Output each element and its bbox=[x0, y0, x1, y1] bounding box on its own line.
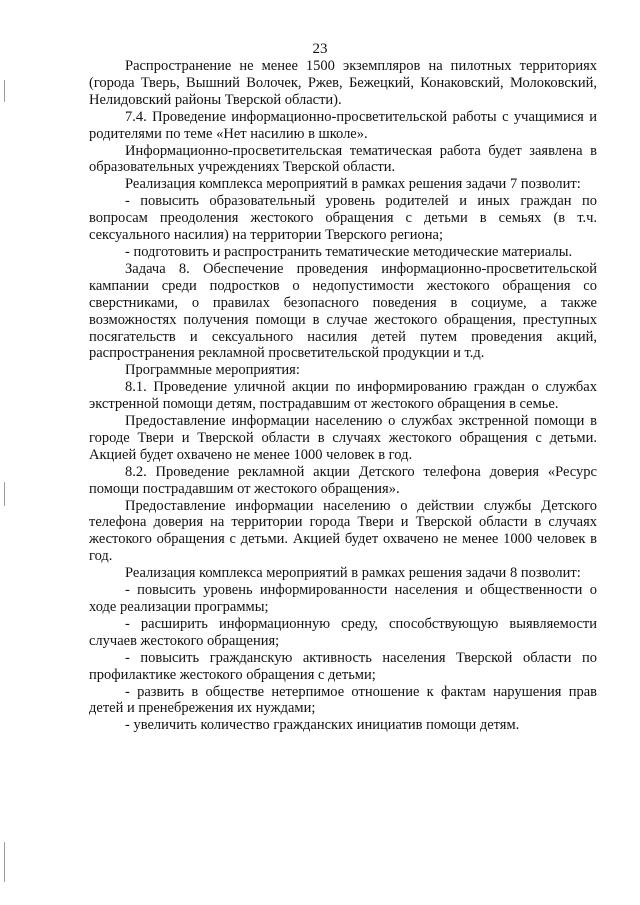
paragraph: - подготовить и распространить тематические методические материалы. bbox=[125, 243, 573, 260]
scan-edge-mark bbox=[4, 80, 5, 102]
paragraph: - расширить информационную среду, способствующую выявляемости случаев жестокого обращения; bbox=[89, 615, 597, 649]
paragraph: - повысить гражданскую активность населения Тверской области по профилактике жестокого обращения с детьми; bbox=[89, 649, 597, 683]
paragraph: - увеличить количество гражданских инициатив помощи детям. bbox=[125, 717, 520, 734]
paragraph: Задача 8. Обеспечение проведения информационно-просветительской кампании среди подростков о недопустимости жестокого обращения со сверстниками, о правилах безопасного поведения в социуме, а также возможностях получения помощи в случае жестокого обращения, преступных посягательств и сексуального насилия детей путем проведения акций, распространения рекламной просветительской продукции и т.д. bbox=[89, 260, 597, 362]
paragraph: Распространение не менее 1500 экземпляров на пилотных территориях (города Тверь, Вышний Волочек, Ржев, Бежецкий, Конаковский, Молоковский, Нелидовский районы Тверской области). bbox=[89, 58, 597, 108]
scan-edge-mark bbox=[4, 482, 5, 506]
paragraph: Информационно-просветительская тематическая работа будет заявлена в образовательных учреждениях Тверской области. bbox=[89, 142, 597, 176]
paragraph: 8.2. Проведение рекламной акции Детского телефона доверия «Ресурс помощи пострадавшим от жестокого обращения». bbox=[89, 463, 597, 497]
paragraph: Предоставление информации населению о службах экстренной помощи в городе Твери и Тверской области в случаях жестокого обращения с детьми. Акцией будет охвачено не менее 1000 человек в год. bbox=[89, 413, 597, 463]
paragraph: Предоставление информации населению о действии службы Детского телефона доверия на территории города Твери и Тверской области в случаях жестокого обращения с детьми. Акцией будет охвачено не менее 1000 человек в год. bbox=[89, 497, 597, 565]
paragraph: Программные мероприятия: bbox=[125, 362, 300, 379]
page-number: 23 bbox=[312, 41, 328, 57]
scan-edge-mark bbox=[4, 842, 5, 882]
paragraph: Реализация комплекса мероприятий в рамках решения задачи 7 позволит: bbox=[125, 176, 581, 193]
paragraph: Реализация комплекса мероприятий в рамках решения задачи 8 позволит: bbox=[125, 565, 581, 582]
paragraph: - повысить образовательный уровень родителей и иных граждан по вопросам преодоления жестокого обращения с детьми в семьях (в т.ч. сексуального насилия) на территории Тверского региона; bbox=[89, 193, 597, 244]
paragraph: - развить в обществе нетерпимое отношение к фактам нарушения прав детей и пренебрежения их нуждами; bbox=[89, 683, 597, 717]
paragraph: - повысить уровень информированности населения и общественности о ходе реализации программы; bbox=[89, 582, 597, 615]
paragraph: 7.4. Проведение информационно-просветительской работы с учащимися и родителями по теме «Нет насилию в школе». bbox=[89, 108, 597, 142]
paragraph: 8.1. Проведение уличной акции по информированию граждан о службах экстренной помощи детям, пострадавшим от жестокого обращения в семье. bbox=[89, 379, 597, 413]
document-body bbox=[89, 58, 597, 734]
